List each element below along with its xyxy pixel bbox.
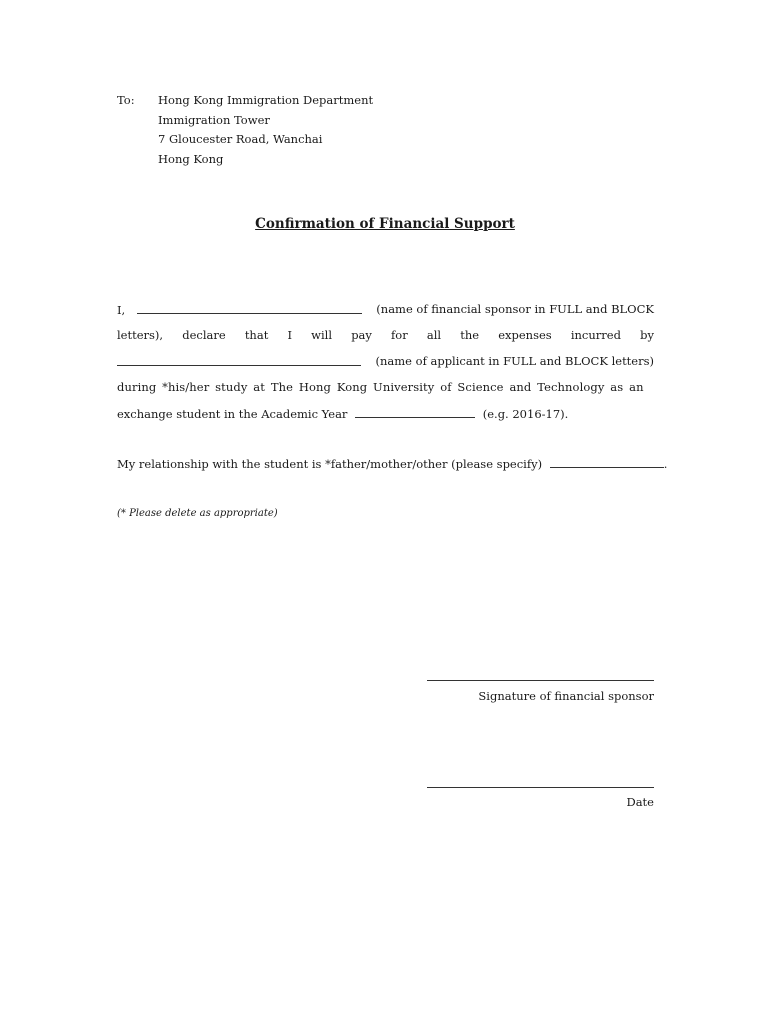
academic-year-example: (e.g. 2016-17). <box>482 407 569 421</box>
applicant-name-blank[interactable] <box>117 354 361 366</box>
word: that <box>244 328 269 342</box>
declaration-line-1 <box>117 302 654 318</box>
word: all <box>426 328 442 342</box>
to-label: To: <box>117 93 135 107</box>
address-line-2: Immigration Tower <box>158 112 270 127</box>
delete-note: (* Please delete as appropriate) <box>117 508 278 519</box>
word: by <box>640 328 654 342</box>
relationship-line <box>117 456 668 472</box>
pronoun-text: I, <box>117 303 126 317</box>
sponsor-signature-label: Signature of financial sponsor <box>478 689 654 703</box>
sponsor-signature-line[interactable] <box>427 680 654 681</box>
relationship-end: . <box>663 457 668 471</box>
academic-year-text: exchange student in the Academic Year <box>117 407 348 421</box>
sponsor-name-hint: (name of financial sponsor in FULL and BLOCK <box>376 302 654 316</box>
address-line-3: 7 Gloucester Road, Wanchai <box>158 132 323 146</box>
word: incurred <box>570 328 621 342</box>
date-label: Date <box>626 795 654 809</box>
applicant-name-hint: (name of applicant in FULL and BLOCK letters) <box>375 354 654 368</box>
address-line-4: Hong Kong <box>158 151 224 166</box>
declaration-line-5 <box>117 406 654 422</box>
date-line[interactable] <box>427 787 654 788</box>
word: I <box>287 328 293 342</box>
word: for <box>391 328 408 342</box>
academic-year-blank[interactable] <box>355 406 475 418</box>
address-lines <box>158 91 373 169</box>
sponsor-name-blank[interactable] <box>137 302 362 314</box>
declaration-line-2 <box>117 328 654 344</box>
address-line-1: Hong Kong Immigration Department <box>158 93 374 107</box>
document-title: Confirmation of Financial Support <box>255 216 515 232</box>
word: declare <box>182 328 226 342</box>
declaration-line-3 <box>117 354 654 370</box>
word: expenses <box>498 328 552 342</box>
word: will <box>311 328 333 342</box>
word: letters), <box>117 328 164 342</box>
word: pay <box>351 328 372 342</box>
relationship-text: My relationship with the student is *father/mother/other (please specify) <box>117 457 543 471</box>
word: the <box>460 328 480 342</box>
relationship-blank[interactable] <box>550 456 664 468</box>
declaration-line-4: during *his/her study at The Hong Kong University of Science and Technology as an <box>117 380 644 394</box>
